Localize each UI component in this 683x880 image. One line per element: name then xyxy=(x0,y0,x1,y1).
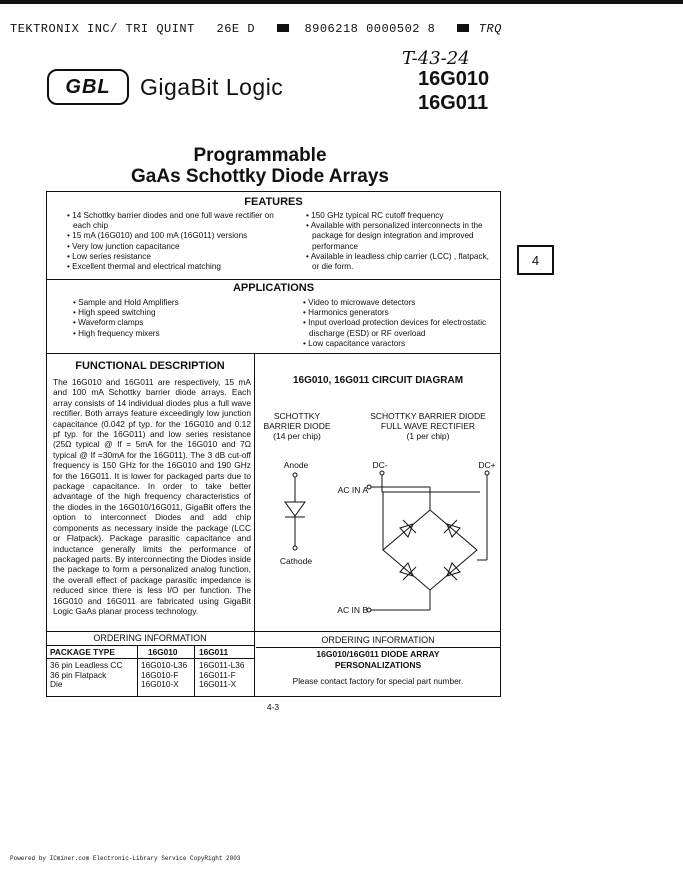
divider xyxy=(46,279,501,280)
scan-header xyxy=(10,22,516,36)
cell-part: 16G011-F xyxy=(199,669,236,680)
doc-title-line1: Programmable xyxy=(193,145,327,166)
part-number-16g011: 16G011 xyxy=(418,92,489,114)
cell-part: 16G011-L36 xyxy=(199,660,245,670)
scan-header-block-2 xyxy=(457,24,469,32)
circuit-diagram xyxy=(255,440,500,630)
label-line: SCHOTTKY BARRIER DIODE xyxy=(370,411,486,421)
cell-part: 16G010-L36 xyxy=(141,660,188,670)
cell-part: 16G010-X xyxy=(141,679,179,689)
col-header-16g010: 16G010 xyxy=(148,647,178,657)
cathode-label: Cathode xyxy=(279,556,313,566)
divider xyxy=(46,645,254,646)
table-column-16g011 xyxy=(199,661,245,690)
applications-right-list xyxy=(302,298,492,349)
application-item: • High frequency mixers xyxy=(72,329,282,339)
functional-heading: FUNCTIONAL DESCRIPTION xyxy=(75,360,225,372)
section-tab: 4 xyxy=(517,245,554,275)
cell-package: Die xyxy=(50,679,63,689)
features-right-list xyxy=(305,211,495,272)
label-line: SCHOTTKY xyxy=(273,411,321,421)
table-row xyxy=(50,661,122,690)
feature-item: • 150 GHz typical RC cutoff frequency xyxy=(305,211,495,221)
label-line: (1 per chip) xyxy=(406,431,450,441)
rectifier-label xyxy=(354,411,502,441)
functional-body: The 16G010 and 16G011 are respectively, 15 mA and 100 mA Schottky barrier diode arrays. Each array consists of 14 individual diodes plus a full wave rectifier. Both arrays feature exceedingly low junction capacitance (0.042 pf typ. for the 16G010 and 0.12 pf typ. for the 16G011) and low series resistance (25Ω typical @ If = 5mA for the 16G010 and 7Ω typical @ If =30mA for the 16G011). The 3 dB cut-off frequency is 150 GHz for the 16G010 and 190 GHz for the 16G011. It is lower for packaged parts due to package capacitance. In order to take better advantage of the high frequency characteristics of the diodes in the 16G010/16G011, GigaBit offers the option to interconnect Diodes and add chip components as necessary inside the package (LCC or Flatpack). Package parasitic capacitance and inductance generally limits the performance of packaged parts. By interconnecting the Diodes inside the package to form a personalized analog function, the overall effect of package parasitic impedance is reduced since there is less I/O per function. The 16G010 and 16G011 are fabricated using GigaBit Logic GaAs planar process technology. xyxy=(53,377,251,616)
personalization-heading-1: 16G010/16G011 DIODE ARRAY xyxy=(316,649,440,659)
feature-item: • 14 Schottky barrier diodes and one full wave rectifier on each chip xyxy=(66,211,281,231)
dc-minus-label: DC- xyxy=(372,460,388,470)
schottky-diode-label xyxy=(258,411,336,441)
col-header-package-type: PACKAGE TYPE xyxy=(50,647,115,657)
contact-note: Please contact factory for special part number. xyxy=(292,676,464,686)
table-col-divider xyxy=(137,645,138,696)
scan-header-company: TEKTRONIX INC/ TRI QUINT xyxy=(10,22,195,36)
feature-item: • Excellent thermal and electrical matching xyxy=(66,262,281,272)
scan-header-doc-number: 8906218 0000502 8 xyxy=(304,22,436,36)
part-number-16g010: 16G010 xyxy=(418,68,490,90)
brand-name: GigaBit Logic xyxy=(140,74,284,100)
cell-package: 36 pin Leadless CC xyxy=(50,660,123,670)
cell-part: 16G010-F xyxy=(141,669,179,680)
table-column-16g010 xyxy=(141,661,187,690)
divider xyxy=(46,631,501,632)
feature-item: • Available with personalized interconnects in the package for design integration and improved performance xyxy=(305,221,495,252)
application-item: • Input overload protection devices for electrostatic discharge (ESD) or RF overload xyxy=(302,318,492,338)
ordering-right-heading: ORDERING INFORMATION xyxy=(321,635,435,645)
application-item: • Video to microwave detectors xyxy=(302,298,492,308)
ac-in-b-label: AC IN B xyxy=(337,605,368,615)
scan-header-block xyxy=(277,24,289,32)
divider xyxy=(46,353,501,354)
application-item: • Low capacitance varactors xyxy=(302,339,492,349)
applications-left-list xyxy=(72,298,282,339)
feature-item: • Very low junction capacitance xyxy=(66,242,281,252)
ordering-left-heading: ORDERING INFORMATION xyxy=(93,633,207,643)
applications-heading: APPLICATIONS xyxy=(232,282,315,294)
doc-title-line2: GaAs Schottky Diode Arrays xyxy=(131,166,389,187)
label-line: (14 per chip) xyxy=(273,431,321,441)
circuit-heading: 16G010, 16G011 CIRCUIT DIAGRAM xyxy=(292,375,464,386)
handwritten-code: T-43-24 xyxy=(402,48,470,69)
features-left-list xyxy=(66,211,281,272)
divider xyxy=(46,658,254,659)
label-line: BARRIER DIODE xyxy=(263,421,331,431)
personalization-heading-2: PERSONALIZATIONS xyxy=(334,660,422,670)
scan-header-code: 26E D xyxy=(216,22,256,36)
cell-part: 16G011-X xyxy=(199,679,237,689)
application-item: • Harmonics generators xyxy=(302,308,492,318)
feature-item: • Low series resistance xyxy=(66,252,281,262)
application-item: • Sample and Hold Amplifiers xyxy=(72,298,282,308)
dc-plus-label: DC+ xyxy=(478,460,496,470)
application-item: • High speed switching xyxy=(72,308,282,318)
full-wave-rectifier-symbol xyxy=(367,471,489,612)
application-item: • Waveform clamps xyxy=(72,318,282,328)
ac-in-a-label: AC IN A xyxy=(337,485,368,495)
cell-package: 36 pin Flatpack xyxy=(50,669,107,680)
footer-credit: Powered by ICminer.com Electronic-Library Service CopyRight 2003 xyxy=(10,855,241,862)
scan-header-suffix: TRQ xyxy=(478,22,502,36)
feature-item: • Available in leadless chip carrier (LCC) , flatpack, or die form. xyxy=(305,252,495,272)
features-heading: FEATURES xyxy=(244,196,303,208)
page-number: 4-3 xyxy=(266,702,280,712)
col-header-16g011: 16G011 xyxy=(199,647,229,657)
gigabit-logo: GBL xyxy=(47,69,129,105)
anode-label: Anode xyxy=(283,460,309,470)
schottky-diode-symbol xyxy=(285,473,305,550)
label-line: FULL WAVE RECTIFIER xyxy=(380,421,476,431)
scan-top-border xyxy=(0,0,683,4)
table-col-divider xyxy=(194,645,195,696)
feature-item: • 15 mA (16G010) and 100 mA (16G011) versions xyxy=(66,231,281,241)
divider xyxy=(256,647,500,648)
